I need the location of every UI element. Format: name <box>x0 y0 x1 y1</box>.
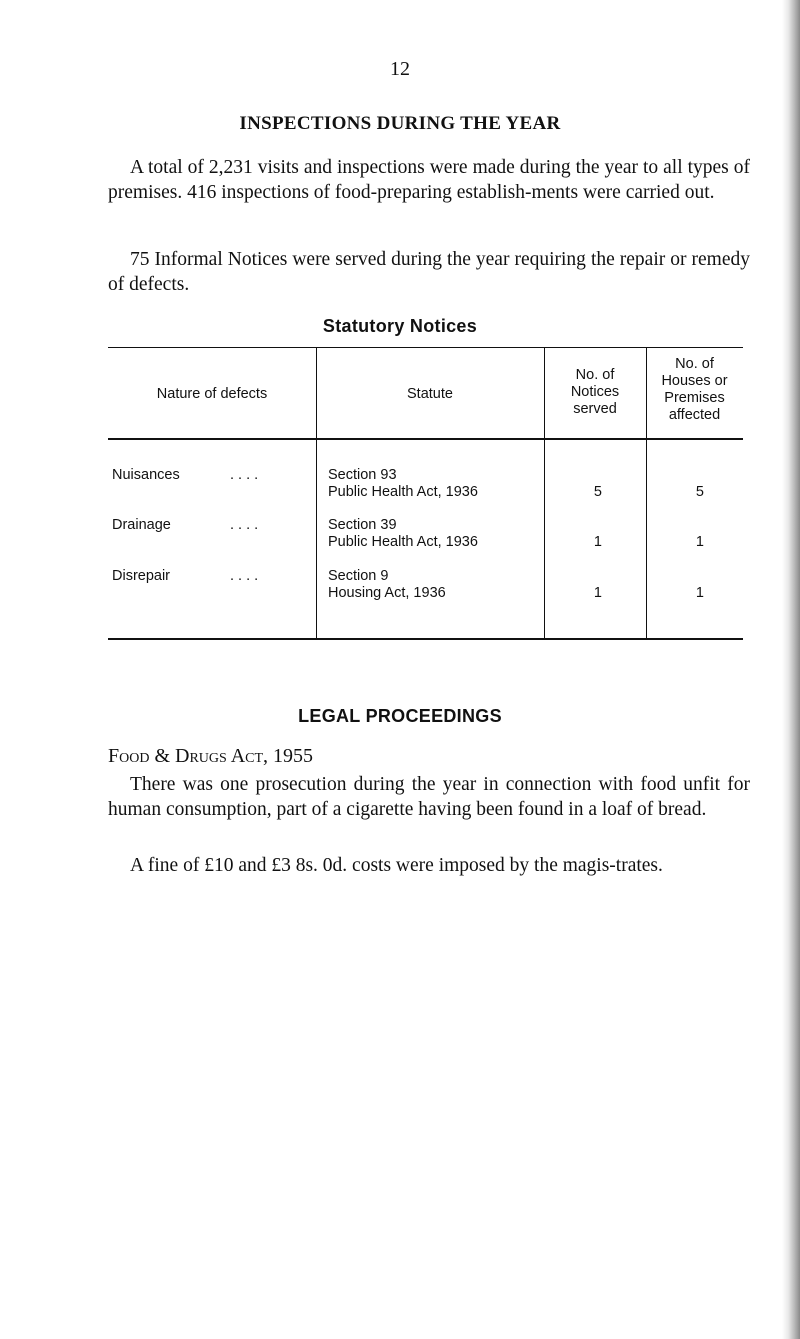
row-houses-affected: 1 <box>695 534 704 550</box>
header-houses-affected: No. of Houses or Premises affected <box>661 356 728 423</box>
header-statute: Statute <box>407 386 453 402</box>
row-nature: Drainage <box>112 517 171 533</box>
row-houses-affected: 1 <box>695 585 704 601</box>
legal-proceedings-heading: LEGAL PROCEEDINGS <box>298 706 502 726</box>
row-nature: Nuisances <box>112 467 180 483</box>
row-statute-act: Public Health Act, 1936 <box>328 484 478 500</box>
row-statute-act: Public Health Act, 1936 <box>328 534 478 550</box>
inspections-heading: INSPECTIONS DURING THE YEAR <box>239 113 561 134</box>
table-top-rule <box>108 347 743 348</box>
row-leader: . . . . <box>230 467 259 483</box>
row-statute-section: Section 39 <box>328 517 397 533</box>
header-notices-served: No. of Notices served <box>570 367 620 417</box>
legal-paragraph-1: There was one prosecution during the year in connection with food unfit for human consumption, part of a cigarette having been found in a loaf of bread. <box>108 774 750 820</box>
row-statute-act: Housing Act, 1936 <box>328 585 446 601</box>
row-nature: Disrepair <box>112 568 171 584</box>
row-leader: . . . . <box>230 517 259 533</box>
row-statute-section: Section 9 <box>328 568 389 584</box>
inspections-paragraph-1: A total of 2,231 visits and inspections were made during the year to all types of premises. 416 inspections of food-preparing establish-ments were carried out. <box>108 157 750 203</box>
page-edge-shadow <box>782 0 800 1339</box>
row-notices-served: 1 <box>593 534 602 550</box>
act-subheading: Food & Drugs Act, 1955 <box>108 745 314 767</box>
table-bottom-rule <box>108 638 743 640</box>
row-leader: . . . . <box>230 568 259 584</box>
row-statute-section: Section 93 <box>328 467 397 483</box>
header-nature-of-defects: Nature of defects <box>156 386 268 402</box>
table-header-rule <box>108 438 743 440</box>
page-number: 12 <box>390 58 410 80</box>
row-notices-served: 5 <box>593 484 602 500</box>
row-houses-affected: 5 <box>695 484 704 500</box>
inspections-paragraph-2: 75 Informal Notices were served during the year requiring the repair or remedy of defects. <box>108 249 750 295</box>
row-notices-served: 1 <box>593 585 602 601</box>
statutory-notices-title: Statutory Notices <box>322 316 478 336</box>
legal-paragraph-2: A fine of £10 and £3 8s. 0d. costs were imposed by the magis-trates. <box>130 855 663 876</box>
